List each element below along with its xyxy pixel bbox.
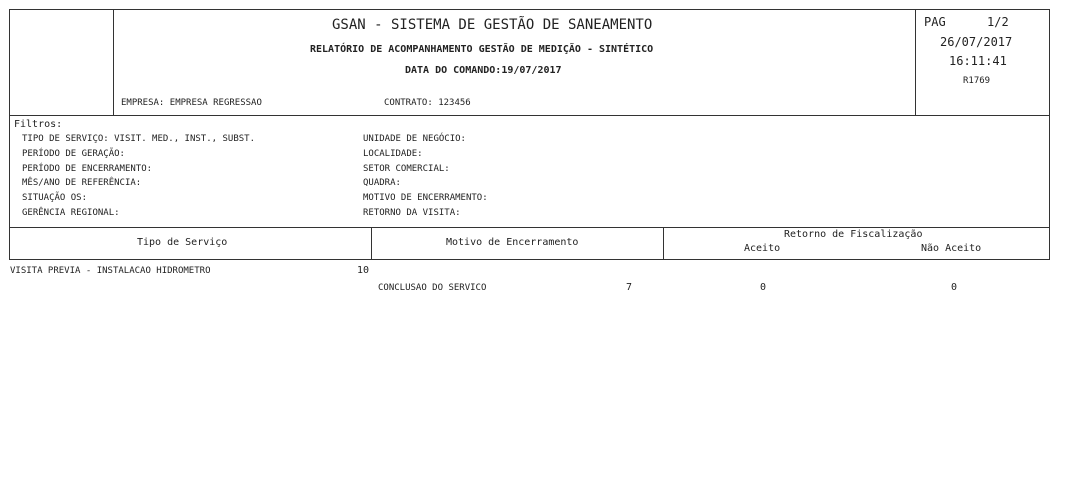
header-divider-right	[915, 9, 916, 116]
column-not-accepted: Não Aceito	[921, 243, 982, 254]
filter-closure-period: PERÍODO DE ENCERRAMENTO:	[22, 164, 153, 174]
contract-label: CONTRATO:	[384, 98, 433, 108]
column-divider-2	[663, 227, 664, 260]
filter-locality: LOCALIDADE:	[363, 149, 423, 159]
system-title: GSAN - SISTEMA DE GESTÃO DE SANEAMENTO	[332, 17, 653, 33]
filter-commercial-sector: SETOR COMERCIAL:	[363, 164, 450, 174]
row-reason: CONCLUSAO DO SERVICO	[378, 283, 487, 293]
report-code: R1769	[963, 76, 991, 86]
company-label: EMPRESA:	[121, 98, 165, 108]
column-closure-reason: Motivo de Encerramento	[446, 237, 579, 248]
filters-title: Filtros:	[14, 119, 63, 130]
company-value: EMPRESA REGRESSAO	[169, 98, 262, 108]
report-title: RELATÓRIO DE ACOMPANHAMENTO GESTÃO DE MEDIÇÃO - SINTÉTICO	[310, 44, 654, 55]
page-label: PAG	[924, 15, 946, 29]
row-not-accepted: 0	[951, 282, 958, 293]
column-inspection-return: Retorno de Fiscalização	[784, 229, 923, 240]
filter-closure-reason: MOTIVO DE ENCERRAMENTO:	[363, 193, 488, 203]
column-divider-1	[371, 227, 372, 260]
column-service-type: Tipo de Serviço	[137, 237, 228, 248]
filter-visit-return: RETORNO DA VISITA:	[363, 208, 461, 218]
contract	[384, 98, 471, 108]
row-reason-total: 7	[626, 282, 633, 293]
filter-os-situation: SITUAÇÃO OS:	[22, 193, 88, 203]
filter-block: QUADRA:	[363, 178, 401, 188]
filter-reference-month: MÊS/ANO DE REFERÊNCIA:	[22, 178, 142, 188]
report-date: 26/07/2017	[940, 35, 1013, 49]
header-divider-left	[113, 9, 114, 116]
command-date-label: DATA DO COMANDO:	[405, 65, 502, 76]
row-service: VISITA PREVIA - INSTALACAO HIDROMETRO	[10, 266, 211, 276]
command-date-value: 19/07/2017	[501, 65, 562, 76]
column-accepted: Aceito	[744, 243, 781, 254]
row-accepted: 0	[760, 282, 767, 293]
report-time: 16:11:41	[949, 54, 1007, 68]
contract-value: 123456	[438, 98, 471, 108]
company	[121, 98, 262, 108]
filter-business-unit: UNIDADE DE NEGÓCIO:	[363, 134, 466, 144]
filter-regional-management: GERÊNCIA REGIONAL:	[22, 208, 120, 218]
page-number: 1/2	[987, 15, 1009, 29]
filter-generation-period: PERÍODO DE GERAÇÃO:	[22, 149, 125, 159]
filter-service-type: TIPO DE SERVIÇO: VISIT. MED., INST., SUBST.	[22, 134, 255, 144]
filters-box	[9, 115, 1050, 228]
row-service-total: 10	[357, 265, 370, 276]
command-date	[405, 65, 562, 76]
